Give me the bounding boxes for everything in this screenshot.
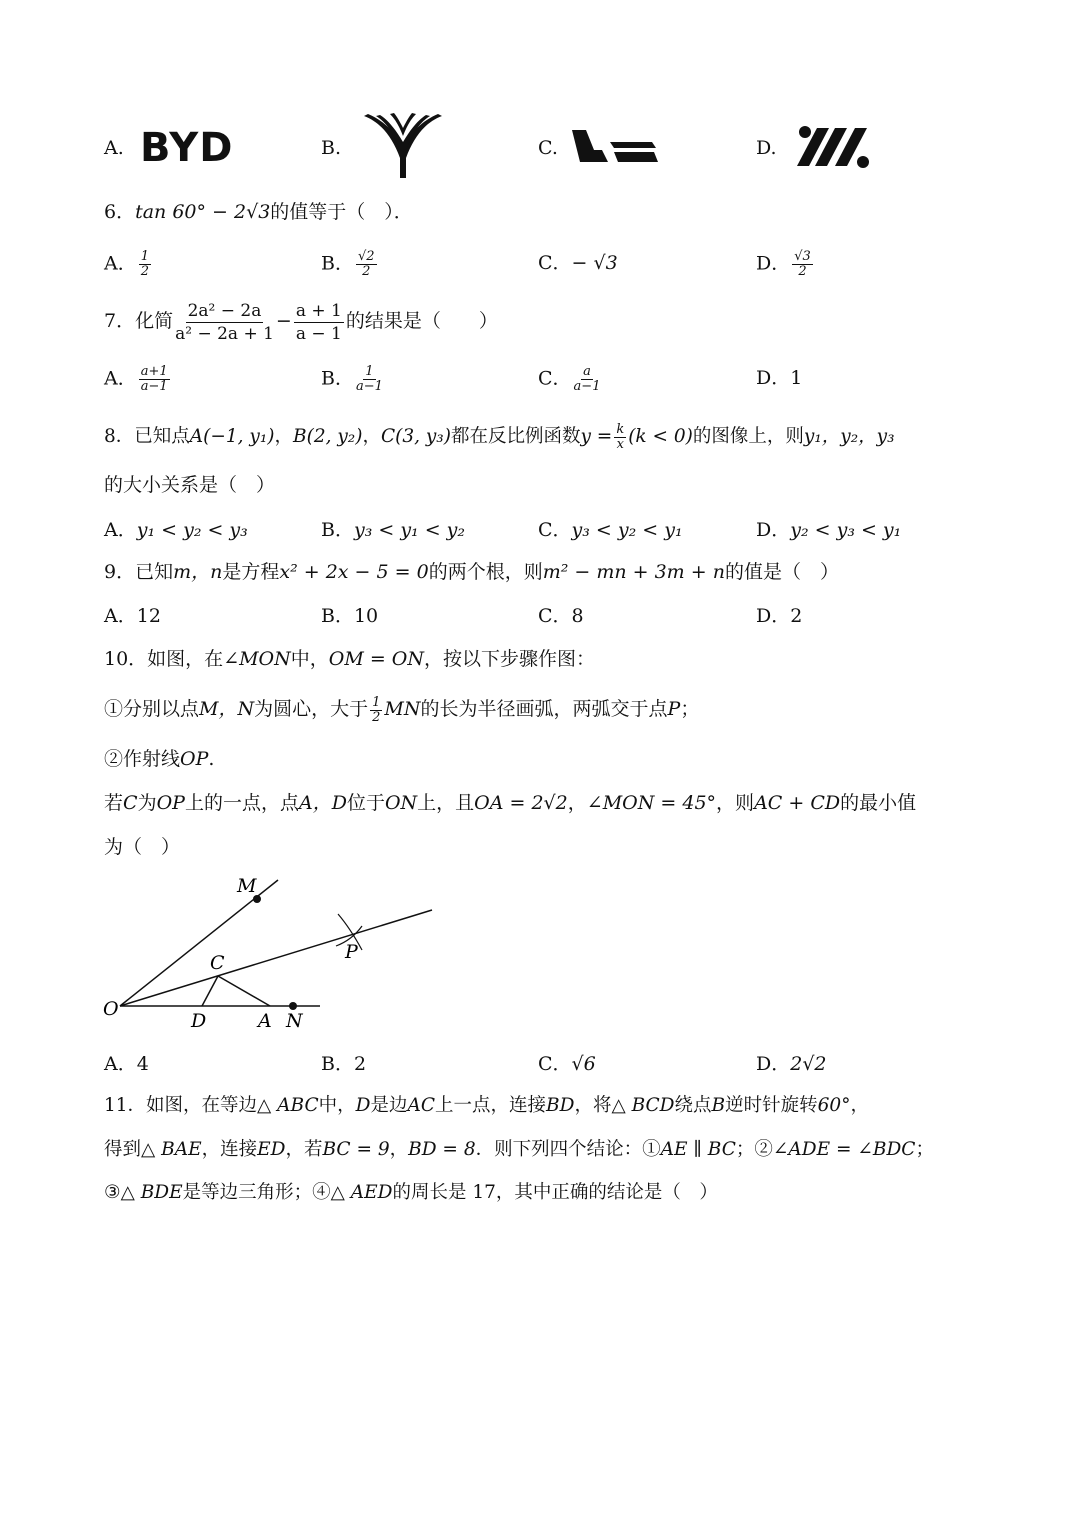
q5-option-a-letter: A. xyxy=(104,137,124,159)
label-c: C xyxy=(210,952,225,974)
q7-option-b xyxy=(321,365,385,394)
label-d: D xyxy=(191,1010,207,1032)
q10-stem-line4 xyxy=(104,790,916,816)
q10-stem-line5: 为（ ） xyxy=(104,836,181,858)
text: 是边 xyxy=(370,1095,408,1116)
label-o: O xyxy=(103,998,119,1020)
side-ac: AC xyxy=(407,1095,435,1116)
parallel-statement: AE ∥ BC xyxy=(660,1139,736,1160)
q5-option-d-letter: D. xyxy=(756,137,777,159)
text: 是等边三角形；④ xyxy=(182,1182,331,1203)
point-c: C xyxy=(123,792,138,814)
segment-ca xyxy=(218,976,270,1006)
text: ①分别以点 xyxy=(104,698,200,720)
q8-stem-line1 xyxy=(104,420,895,454)
numerator: 2a² − 2a xyxy=(187,300,262,321)
text: 上，且 xyxy=(417,792,475,814)
q9-option-b xyxy=(321,603,378,629)
q11-stem-line2 xyxy=(104,1137,934,1163)
text: ； xyxy=(680,698,700,720)
triangle-abc: △ ABC xyxy=(257,1095,319,1116)
q6-option-d xyxy=(756,250,815,279)
option-value: 10 xyxy=(353,605,379,627)
q6-expression: tan 60° − 2√3 xyxy=(135,201,271,223)
point-a: A(−1, y₁) xyxy=(189,426,275,447)
numerator: √2 xyxy=(357,249,375,264)
q11-stem-line1 xyxy=(104,1093,869,1119)
numerator: k xyxy=(616,421,625,437)
fraction xyxy=(574,365,601,394)
length-oa: OA = 2√2 xyxy=(474,792,568,814)
function-lhs: y = xyxy=(580,426,613,447)
text: ．则下列四个结论：① xyxy=(475,1139,661,1160)
trident-logo xyxy=(362,112,444,182)
label-a: A xyxy=(258,1010,272,1032)
segment-mn: MN xyxy=(384,698,421,720)
denominator: a − 1 xyxy=(295,323,342,344)
triangle-bae: △ BAE xyxy=(141,1139,202,1160)
text: 中， xyxy=(318,1095,356,1116)
point-b: B xyxy=(711,1095,726,1116)
byd-logo: BYD xyxy=(140,125,234,171)
option-value: 12 xyxy=(136,605,161,627)
q7-stem xyxy=(104,298,498,345)
numerator: a + 1 xyxy=(295,300,342,321)
numerator: 1 xyxy=(365,364,374,379)
text: 的值是（ ） xyxy=(724,561,839,583)
denominator: a−1 xyxy=(573,379,601,394)
q9-option-a xyxy=(104,603,161,629)
option-letter: A． xyxy=(104,519,137,541)
segment-bd: BD xyxy=(546,1095,575,1116)
option-letter: B． xyxy=(321,367,354,390)
option-value: y₂ < y₃ < y₁ xyxy=(790,519,902,541)
denominator: 2 xyxy=(362,264,371,279)
q6-option-a xyxy=(104,250,153,279)
option-value: 4 xyxy=(136,1053,149,1075)
roots: m，n xyxy=(173,561,223,583)
option-letter: B． xyxy=(321,1053,354,1075)
q9-option-d xyxy=(756,603,802,629)
rotation-angle: 60° xyxy=(817,1095,851,1116)
option-value: 8 xyxy=(571,605,584,627)
text: 为圆心，大于 xyxy=(254,698,369,720)
text: ③ xyxy=(104,1182,121,1203)
ray-op xyxy=(120,910,432,1006)
text: 绕点 xyxy=(674,1095,712,1116)
q10-stem-line1 xyxy=(104,646,595,672)
label-n: N xyxy=(286,1010,303,1032)
text: ， xyxy=(389,1139,409,1160)
q7-fraction-2 xyxy=(294,300,344,345)
option-letter: C． xyxy=(538,252,572,274)
half-fraction xyxy=(370,696,382,725)
option-letter: C． xyxy=(538,519,572,541)
q6-option-b xyxy=(321,250,379,279)
q10-stem-line2 xyxy=(104,692,699,726)
option-letter: B． xyxy=(321,605,354,627)
text: ，按以下步骤作图： xyxy=(424,648,596,670)
label-m: M xyxy=(237,875,257,897)
fraction xyxy=(356,365,383,394)
points-ad: A，D xyxy=(298,792,347,814)
text: ， xyxy=(274,426,293,447)
option-letter: A． xyxy=(104,1053,137,1075)
option-letter: D． xyxy=(756,367,791,389)
ray-op: OP xyxy=(180,748,209,770)
text: 10．如图，在 xyxy=(104,648,224,670)
q8-option-a xyxy=(104,517,248,543)
option-letter: D． xyxy=(756,252,791,275)
q7-option-a xyxy=(104,365,172,394)
text: ， xyxy=(362,426,381,447)
option-value: y₁ < y₂ < y₃ xyxy=(136,519,248,541)
q7-option-c xyxy=(538,365,602,394)
option-letter: C． xyxy=(538,1053,572,1075)
option-letter: A． xyxy=(104,605,137,627)
q11-stem-line3 xyxy=(104,1180,718,1206)
triangle-bcd: △ BCD xyxy=(611,1095,675,1116)
option-letter: D． xyxy=(756,605,791,627)
option-value: 2 xyxy=(353,1053,367,1075)
fraction xyxy=(792,250,813,279)
triangle-aed: △ AED xyxy=(330,1182,393,1203)
stripe-block-logo xyxy=(572,128,658,164)
point-c: C(3, y₃) xyxy=(380,426,451,447)
q6-option-c xyxy=(538,250,618,276)
numerator: 1 xyxy=(140,249,150,264)
label-p: P xyxy=(345,941,358,963)
text: 若 xyxy=(104,792,124,814)
angle-value: ∠MON = 45° xyxy=(586,792,717,814)
text: ， xyxy=(850,1095,869,1116)
q6-stem xyxy=(104,199,413,225)
numerator: a xyxy=(583,364,591,379)
q10-geometry-figure xyxy=(100,870,440,1035)
triangle-bde: △ BDE xyxy=(120,1182,183,1203)
numerator: 1 xyxy=(372,694,381,710)
denominator: a−1 xyxy=(355,379,383,394)
sum-expression: AC + CD xyxy=(754,792,841,814)
ray-op: OP xyxy=(156,792,185,814)
point-n-dot xyxy=(289,1002,297,1010)
points-mn: M，N xyxy=(199,698,255,720)
point-p: P xyxy=(667,698,681,720)
text: ，则 xyxy=(716,792,755,814)
length-bc: BC = 9 xyxy=(322,1139,390,1160)
text: 11．如图，在等边 xyxy=(104,1095,258,1116)
text: 得到 xyxy=(104,1139,142,1160)
denominator: x xyxy=(616,436,624,452)
minus-sign: − xyxy=(275,310,292,332)
text: 位于 xyxy=(346,792,385,814)
text: 上一点，连接 xyxy=(435,1095,547,1116)
option-letter: C． xyxy=(538,605,572,627)
text: 中， xyxy=(290,648,329,670)
text: ， xyxy=(567,792,587,814)
slash-dots-logo xyxy=(797,124,871,170)
denominator: a² − 2a + 1 xyxy=(175,323,274,344)
option-letter: C． xyxy=(538,367,572,390)
q7-fraction-1 xyxy=(175,300,274,345)
point-d: D xyxy=(355,1095,371,1116)
ray-on: ON xyxy=(384,792,418,814)
q8-stem-line2: 的大小关系是（ ） xyxy=(104,474,276,496)
fraction xyxy=(139,365,170,394)
text: 的图像上，则 xyxy=(692,426,804,447)
function-condition: (k < 0) xyxy=(628,426,693,447)
text: 8．已知点 xyxy=(104,426,190,447)
text: ，将 xyxy=(574,1095,612,1116)
text: ，若 xyxy=(285,1139,323,1160)
text: 的长为半径画弧，两弧交于点 xyxy=(420,698,668,720)
option-value: 2 xyxy=(790,605,803,627)
y-values: y₁，y₂，y₃ xyxy=(803,426,895,447)
text: 为 xyxy=(137,792,157,814)
q10-option-c xyxy=(538,1051,596,1077)
option-letter: B． xyxy=(321,252,354,275)
angle-statement: ∠ADE = ∠BDC xyxy=(772,1139,916,1160)
option-letter: A． xyxy=(104,367,137,390)
text: 上的一点，点 xyxy=(184,792,299,814)
text: ②作射线 xyxy=(104,748,181,770)
option-value: − √3 xyxy=(571,252,618,274)
q9-stem xyxy=(104,559,839,585)
option-letter: D． xyxy=(756,1053,791,1075)
q10-option-d xyxy=(756,1051,827,1077)
q10-option-b xyxy=(321,1051,366,1077)
option-value: √6 xyxy=(571,1053,596,1075)
q7-option-d xyxy=(756,365,802,391)
q7-number: 7．化简 xyxy=(104,310,174,332)
text: 都在反比例函数 xyxy=(450,426,581,447)
q6-tail: 的值等于（ ）． xyxy=(270,201,413,223)
denominator: 2 xyxy=(798,264,807,279)
text: 的周长是 17，其中正确的结论是（ ） xyxy=(392,1182,718,1203)
denominator: a−1 xyxy=(140,379,168,394)
text: 9．已知 xyxy=(104,561,174,583)
q8-option-b xyxy=(321,517,465,543)
option-letter: D． xyxy=(756,519,791,541)
segment-ed: ED xyxy=(257,1139,286,1160)
fraction xyxy=(356,250,377,279)
q8-option-c xyxy=(538,517,683,543)
text: ；② xyxy=(735,1139,773,1160)
text: 逆时针旋转 xyxy=(725,1095,818,1116)
option-value: y₃ < y₁ < y₂ xyxy=(353,519,466,541)
point-b: B(2, y₂) xyxy=(293,426,363,447)
text: ，连接 xyxy=(201,1139,258,1160)
q5-option-b-letter: B. xyxy=(321,137,342,159)
numerator: a+1 xyxy=(140,364,168,379)
text: 的两个根，则 xyxy=(428,561,543,583)
function-fraction xyxy=(614,423,626,452)
expression: m² − mn + 3m + n xyxy=(542,561,725,583)
q8-option-d xyxy=(756,517,901,543)
q6-number: 6． xyxy=(104,201,136,223)
q7-tail: 的结果是（ ） xyxy=(345,310,498,332)
text: ； xyxy=(915,1139,934,1160)
denominator: 2 xyxy=(140,264,150,279)
option-value: 2√2 xyxy=(790,1053,827,1075)
q9-option-c xyxy=(538,603,584,629)
q10-stem-line3 xyxy=(104,746,214,772)
denominator: 2 xyxy=(372,709,381,725)
option-value: 1 xyxy=(790,367,803,389)
angle-mon: ∠MON xyxy=(223,648,291,670)
text: 的最小值 xyxy=(840,792,917,814)
equality: OM = ON xyxy=(328,648,425,670)
q5-option-c-letter: C. xyxy=(538,137,558,159)
option-letter: B． xyxy=(321,519,354,541)
text: 是方程 xyxy=(222,561,280,583)
equation: x² + 2x − 5 = 0 xyxy=(279,561,429,583)
numerator: √3 xyxy=(794,249,811,264)
fraction xyxy=(139,250,151,279)
option-value: y₃ < y₂ < y₁ xyxy=(571,519,683,541)
length-bd: BD = 8 xyxy=(408,1139,476,1160)
text: . xyxy=(208,748,215,770)
option-letter: A． xyxy=(104,252,137,275)
q10-option-a xyxy=(104,1051,149,1077)
